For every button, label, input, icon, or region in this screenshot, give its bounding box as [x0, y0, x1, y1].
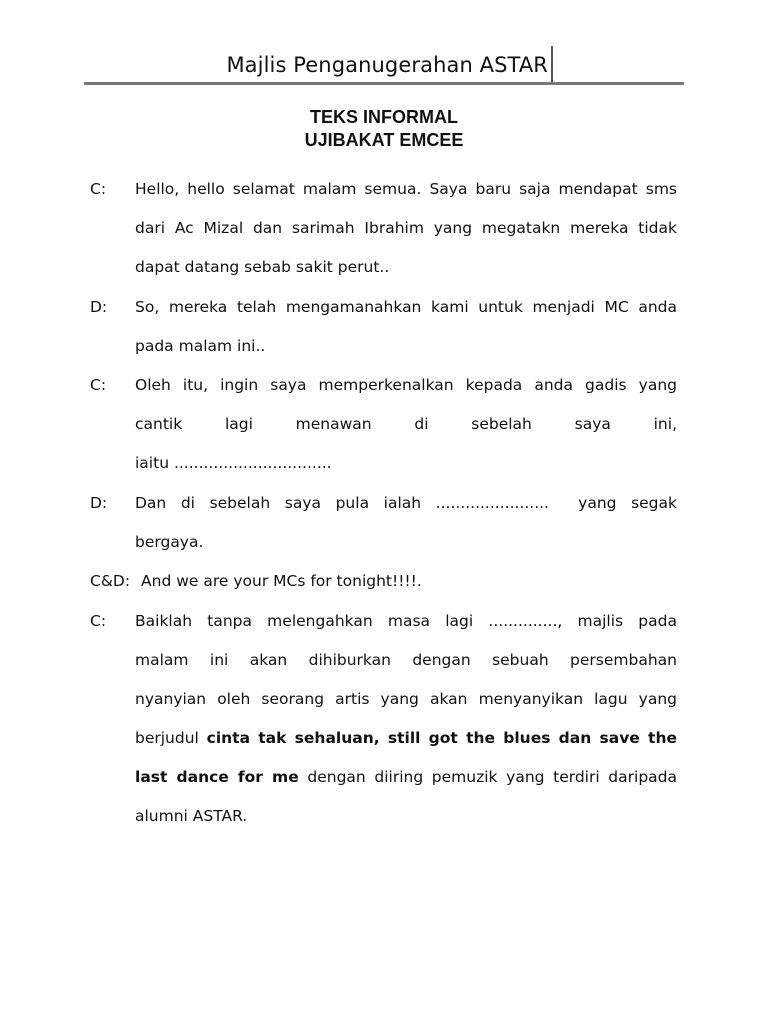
dialogue-turn [90, 170, 677, 287]
speaker-label: C: [90, 180, 107, 198]
speech-segment: dengan diiring pemuzik yang terdiri daripada [298, 768, 677, 786]
speech-line: dapat datang sebab sakit perut.. [135, 258, 390, 276]
speaker-label: C: [90, 612, 107, 630]
speech-text [135, 288, 677, 366]
document-title-line1: TEKS INFORMAL [310, 107, 458, 127]
header-title: Majlis Penganugerahan ASTAR [226, 53, 548, 77]
speech-text [135, 602, 677, 836]
dialogue-turn [90, 366, 677, 483]
dialogue-turn [90, 484, 677, 562]
speech-line: Hello, hello selamat malam semua. Saya baru saja mendapat sms [135, 180, 677, 198]
speech-line: iaitu ................................ [135, 454, 332, 472]
song-titles-bold: last dance for me [135, 768, 299, 786]
speech-line: pada malam ini.. [135, 337, 266, 355]
speech-line: Dan di sebelah saya pula ialah ....................... yang segak [135, 494, 677, 512]
speech-text [135, 366, 677, 483]
speech-text [135, 170, 677, 287]
song-titles-bold: cinta tak sehaluan, still got the blues dan save the [206, 729, 677, 747]
speech-line [135, 719, 677, 758]
header-vertical-rule [551, 46, 553, 84]
speech-line: And we are your MCs for tonight!!!!. [141, 572, 422, 590]
speech-line: malam ini akan dihiburkan dengan sebuah persembahan [135, 651, 677, 669]
speaker-label: D: [90, 494, 108, 512]
speech-text [135, 484, 677, 562]
speech-line: nyanyian oleh seorang artis yang akan menyanyikan lagu yang [135, 690, 677, 708]
speech-line [135, 758, 677, 797]
speaker-label: D: [90, 298, 108, 316]
dialogue-turn [90, 562, 677, 601]
speaker-label: C: [90, 376, 107, 394]
document-title-line2: UJIBAKAT EMCEE [304, 130, 464, 150]
speaker-label: C&D: [90, 572, 131, 590]
speech-line: dari Ac Mizal dan sarimah Ibrahim yang megatakn mereka tidak [135, 219, 677, 237]
speech-line: cantik lagi menawan di sebelah saya ini, [135, 415, 677, 433]
speech-line: So, mereka telah mengamanahkan kami untuk menjadi MC anda [135, 298, 677, 316]
speech-segment: berjudul [135, 729, 207, 747]
speech-line: Oleh itu, ingin saya memperkenalkan kepada anda gadis yang [135, 376, 677, 394]
speech-line: Baiklah tanpa melengahkan masa lagi .............., majlis pada [135, 612, 677, 630]
speech-line: alumni ASTAR. [135, 807, 248, 825]
dialogue-turn [90, 288, 677, 366]
header-horizontal-rule [84, 82, 684, 85]
speech-line: bergaya. [135, 533, 204, 551]
dialogue-turn [90, 602, 677, 836]
